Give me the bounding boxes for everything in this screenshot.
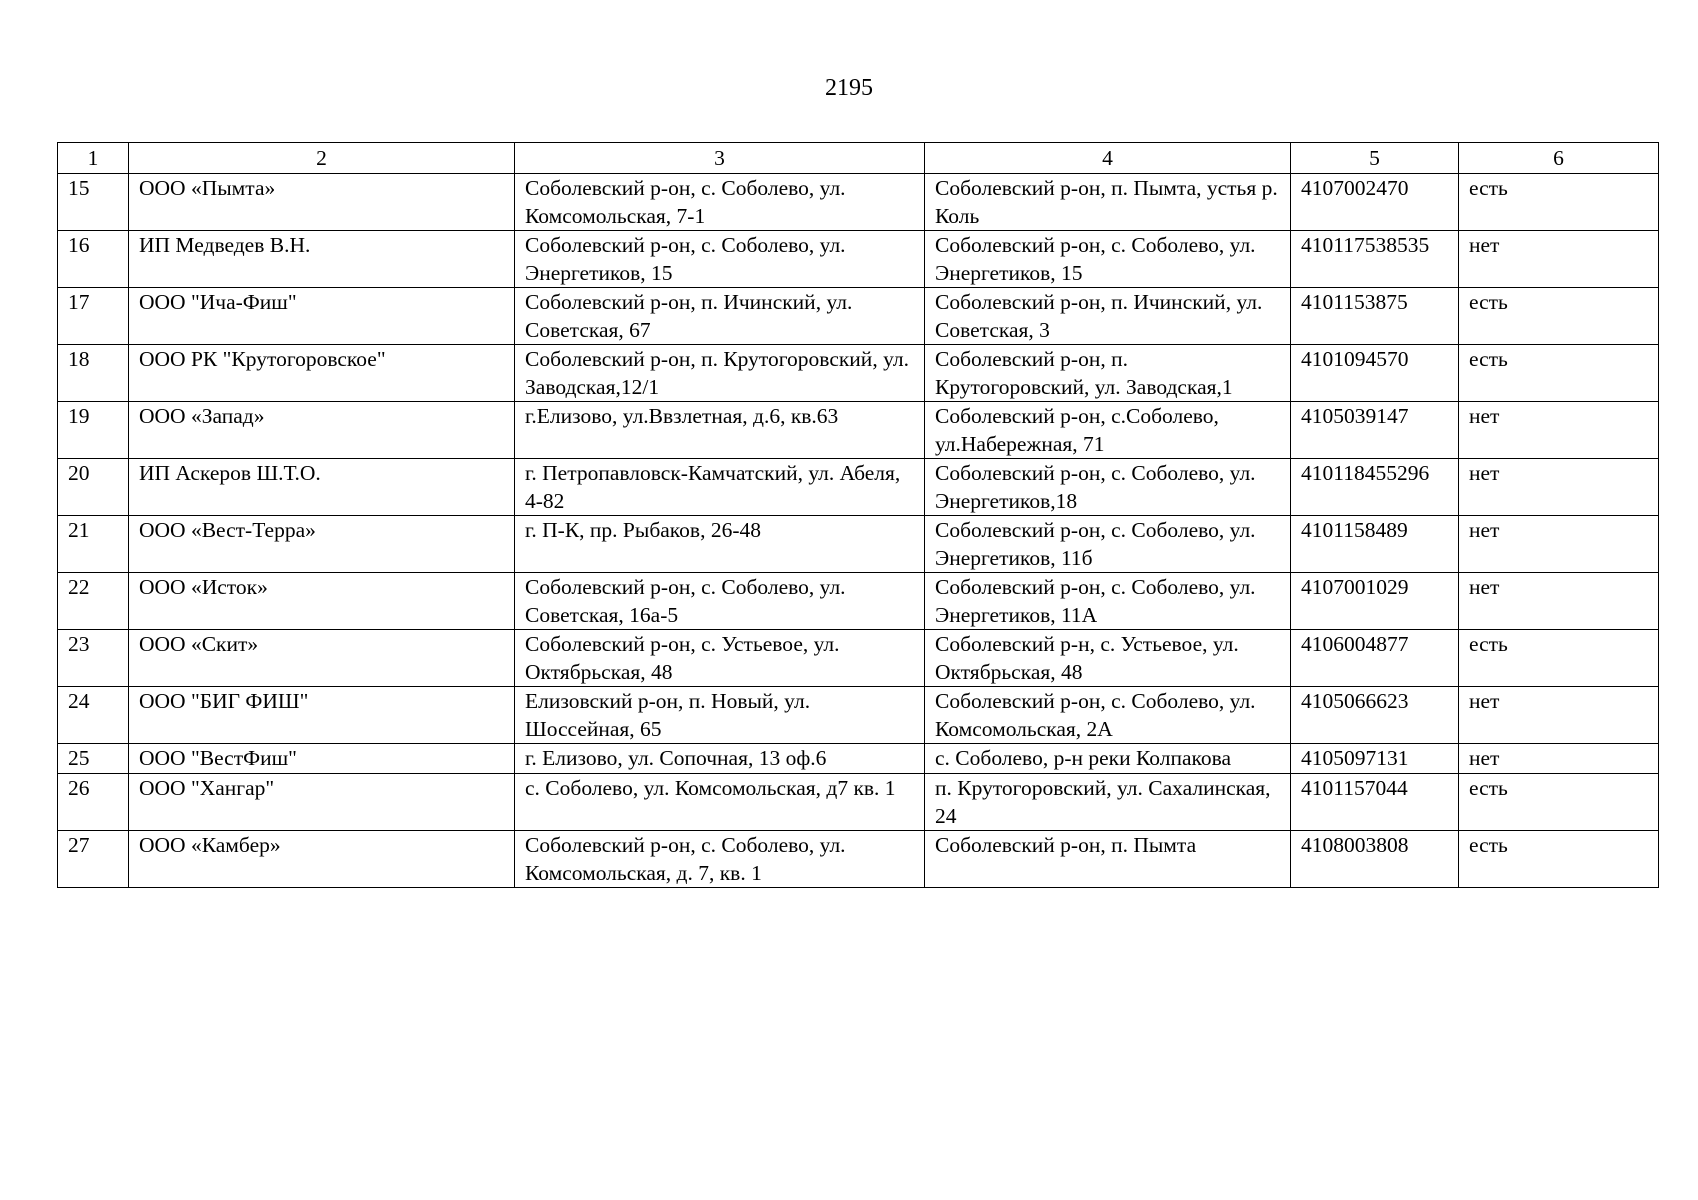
organization-name-cell: ООО «Скит» bbox=[129, 630, 515, 687]
legal-address-cell: Соболевский р-он, с. Соболево, ул. Советская, 16а-5 bbox=[515, 573, 925, 630]
site-location-cell: Соболевский р-н, с. Устьевое, ул. Октябрьская, 48 bbox=[925, 630, 1291, 687]
table-row bbox=[58, 687, 1659, 744]
column-header: 6 bbox=[1459, 143, 1659, 174]
availability-cell: нет bbox=[1459, 573, 1659, 630]
inn-cell: 4101094570 bbox=[1291, 345, 1459, 402]
table-row bbox=[58, 402, 1659, 459]
inn-cell: 410118455296 bbox=[1291, 459, 1459, 516]
row-number-cell: 17 bbox=[58, 288, 129, 345]
table-row bbox=[58, 744, 1659, 774]
availability-cell: есть bbox=[1459, 831, 1659, 888]
row-number-cell: 15 bbox=[58, 174, 129, 231]
row-number-cell: 23 bbox=[58, 630, 129, 687]
table-row bbox=[58, 774, 1659, 831]
site-location-cell: Соболевский р-он, п. Пымта bbox=[925, 831, 1291, 888]
inn-cell: 4105097131 bbox=[1291, 744, 1459, 774]
inn-cell: 4107001029 bbox=[1291, 573, 1459, 630]
organization-name-cell: ООО "Хангар" bbox=[129, 774, 515, 831]
site-location-cell: Соболевский р-он, с. Соболево, ул. Энергетиков, 15 bbox=[925, 231, 1291, 288]
inn-cell: 4105039147 bbox=[1291, 402, 1459, 459]
organization-name-cell: ООО "БИГ ФИШ" bbox=[129, 687, 515, 744]
column-header: 4 bbox=[925, 143, 1291, 174]
organization-name-cell: ООО «Исток» bbox=[129, 573, 515, 630]
page-number: 2195 bbox=[825, 75, 873, 101]
site-location-cell: Соболевский р-он, п. Крутогоровский, ул. Заводская,1 bbox=[925, 345, 1291, 402]
legal-address-cell: Соболевский р-он, с. Соболево, ул. Комсомольская, 7-1 bbox=[515, 174, 925, 231]
site-location-cell: п. Крутогоровский, ул. Сахалинская, 24 bbox=[925, 774, 1291, 831]
organization-name-cell: ООО «Пымта» bbox=[129, 174, 515, 231]
site-location-cell: Соболевский р-он, с. Соболево, ул. Энергетиков, 11А bbox=[925, 573, 1291, 630]
table-row bbox=[58, 231, 1659, 288]
column-header: 3 bbox=[515, 143, 925, 174]
site-location-cell: Соболевский р-он, с. Соболево, ул. Энергетиков, 11б bbox=[925, 516, 1291, 573]
row-number-cell: 24 bbox=[58, 687, 129, 744]
site-location-cell: Соболевский р-он, с. Соболево, ул. Энергетиков,18 bbox=[925, 459, 1291, 516]
table-row bbox=[58, 288, 1659, 345]
row-number-cell: 26 bbox=[58, 774, 129, 831]
legal-address-cell: с. Соболево, ул. Комсомольская, д7 кв. 1 bbox=[515, 774, 925, 831]
organization-name-cell: ООО "ВестФиш" bbox=[129, 744, 515, 774]
organization-name-cell: ООО "Ича-Фиш" bbox=[129, 288, 515, 345]
organization-name-cell: ООО «Вест-Терра» bbox=[129, 516, 515, 573]
availability-cell: нет bbox=[1459, 516, 1659, 573]
column-header: 1 bbox=[58, 143, 129, 174]
availability-cell: нет bbox=[1459, 744, 1659, 774]
inn-cell: 4108003808 bbox=[1291, 831, 1459, 888]
site-location-cell: Соболевский р-он, с.Соболево, ул.Набережная, 71 bbox=[925, 402, 1291, 459]
organization-name-cell: ООО «Камбер» bbox=[129, 831, 515, 888]
organization-name-cell: ИП Медведев В.Н. bbox=[129, 231, 515, 288]
inn-cell: 4101157044 bbox=[1291, 774, 1459, 831]
availability-cell: нет bbox=[1459, 231, 1659, 288]
table-row bbox=[58, 630, 1659, 687]
table-row bbox=[58, 573, 1659, 630]
registry-table bbox=[57, 142, 1659, 888]
site-location-cell: Соболевский р-он, с. Соболево, ул. Комсомольская, 2А bbox=[925, 687, 1291, 744]
inn-cell: 4106004877 bbox=[1291, 630, 1459, 687]
availability-cell: есть bbox=[1459, 288, 1659, 345]
inn-cell: 4101158489 bbox=[1291, 516, 1459, 573]
availability-cell: нет bbox=[1459, 459, 1659, 516]
table-row bbox=[58, 174, 1659, 231]
legal-address-cell: г. Петропавловск-Камчатский, ул. Абеля, 4-82 bbox=[515, 459, 925, 516]
row-number-cell: 19 bbox=[58, 402, 129, 459]
table-row bbox=[58, 831, 1659, 888]
availability-cell: есть bbox=[1459, 630, 1659, 687]
legal-address-cell: Соболевский р-он, с. Соболево, ул. Комсомольская, д. 7, кв. 1 bbox=[515, 831, 925, 888]
site-location-cell: Соболевский р-он, п. Ичинский, ул. Советская, 3 bbox=[925, 288, 1291, 345]
table-row bbox=[58, 345, 1659, 402]
inn-cell: 4107002470 bbox=[1291, 174, 1459, 231]
organization-name-cell: ООО «Запад» bbox=[129, 402, 515, 459]
legal-address-cell: Соболевский р-он, п. Ичинский, ул. Советская, 67 bbox=[515, 288, 925, 345]
row-number-cell: 20 bbox=[58, 459, 129, 516]
inn-cell: 410117538535 bbox=[1291, 231, 1459, 288]
availability-cell: нет bbox=[1459, 687, 1659, 744]
site-location-cell: Соболевский р-он, п. Пымта, устья р. Коль bbox=[925, 174, 1291, 231]
column-header: 2 bbox=[129, 143, 515, 174]
availability-cell: есть bbox=[1459, 345, 1659, 402]
row-number-cell: 27 bbox=[58, 831, 129, 888]
table-header-row bbox=[58, 143, 1659, 174]
legal-address-cell: Соболевский р-он, с. Устьевое, ул. Октябрьская, 48 bbox=[515, 630, 925, 687]
inn-cell: 4105066623 bbox=[1291, 687, 1459, 744]
table-row bbox=[58, 516, 1659, 573]
row-number-cell: 22 bbox=[58, 573, 129, 630]
row-number-cell: 21 bbox=[58, 516, 129, 573]
availability-cell: есть bbox=[1459, 774, 1659, 831]
legal-address-cell: г. П-К, пр. Рыбаков, 26-48 bbox=[515, 516, 925, 573]
legal-address-cell: Соболевский р-он, с. Соболево, ул. Энергетиков, 15 bbox=[515, 231, 925, 288]
table-row bbox=[58, 459, 1659, 516]
site-location-cell: с. Соболево, р-н реки Колпакова bbox=[925, 744, 1291, 774]
legal-address-cell: г. Елизово, ул. Сопочная, 13 оф.6 bbox=[515, 744, 925, 774]
legal-address-cell: г.Елизово, ул.Ввзлетная, д.6, кв.63 bbox=[515, 402, 925, 459]
organization-name-cell: ИП Аскеров Ш.Т.О. bbox=[129, 459, 515, 516]
row-number-cell: 18 bbox=[58, 345, 129, 402]
availability-cell: нет bbox=[1459, 402, 1659, 459]
inn-cell: 4101153875 bbox=[1291, 288, 1459, 345]
column-header: 5 bbox=[1291, 143, 1459, 174]
row-number-cell: 16 bbox=[58, 231, 129, 288]
availability-cell: есть bbox=[1459, 174, 1659, 231]
legal-address-cell: Соболевский р-он, п. Крутогоровский, ул. Заводская,12/1 bbox=[515, 345, 925, 402]
row-number-cell: 25 bbox=[58, 744, 129, 774]
organization-name-cell: ООО РК "Крутогоровское" bbox=[129, 345, 515, 402]
legal-address-cell: Елизовский р-он, п. Новый, ул. Шоссейная, 65 bbox=[515, 687, 925, 744]
